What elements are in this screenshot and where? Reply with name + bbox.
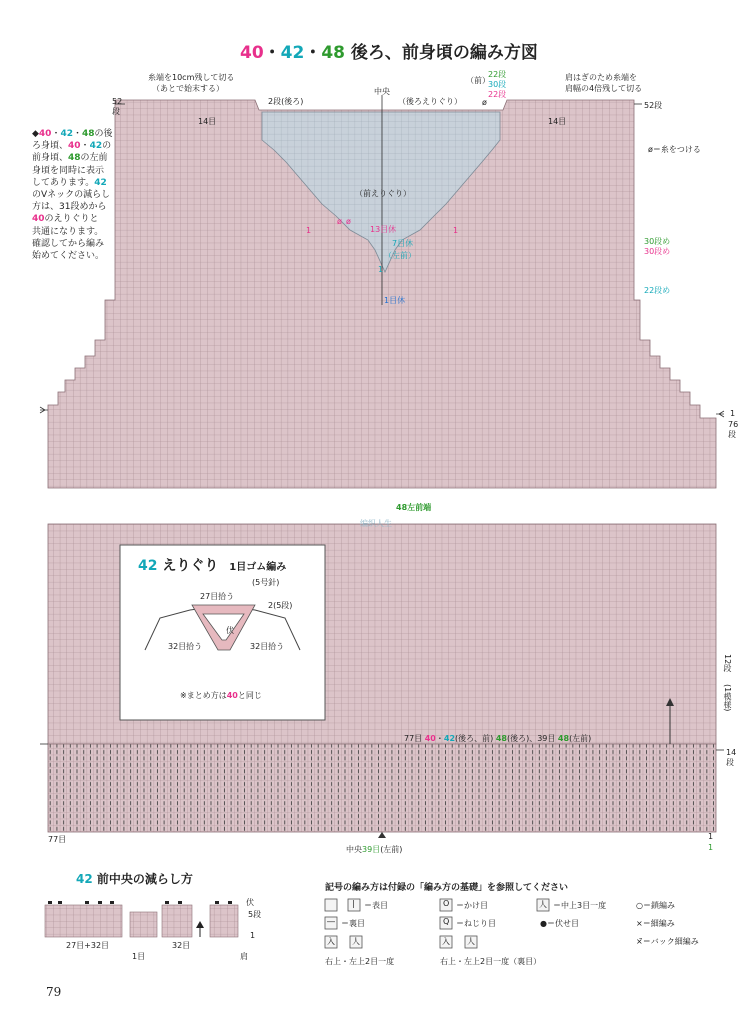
- k2tog-right-icon: 入: [327, 937, 335, 946]
- st77-text: 77目: [404, 734, 425, 743]
- decrease-st-left: 27目+32目: [66, 941, 110, 950]
- st13-rest: 13目休: [370, 225, 397, 234]
- sc-icon: ×: [636, 919, 643, 928]
- inset-pick27: 27目拾う: [200, 592, 235, 601]
- rows-14-unit: 段: [726, 758, 734, 767]
- note-text: 前身頃、: [32, 153, 69, 164]
- left-note: [32, 128, 113, 262]
- note-text: のえりぐりと: [44, 214, 99, 225]
- title-num-48: 48: [321, 43, 346, 63]
- neck-one: 1: [306, 226, 312, 235]
- decrease-rows5: 5段: [248, 910, 262, 919]
- rib-note: (1模様): [723, 684, 732, 712]
- bottom-center-b: 39目: [362, 845, 381, 854]
- legend-k2tog-purl: 右上・左上2目一度（裏目）: [440, 957, 542, 966]
- shoulder-note-2: 肩幅の4倍残して切る: [565, 84, 643, 93]
- inset-pick32b: 32目拾う: [250, 642, 285, 651]
- note-dot: ・: [73, 129, 83, 139]
- decrease-chart-right: [210, 905, 238, 937]
- yarn-note-1: 糸端を10cm残して切る: [148, 73, 235, 82]
- front-neck-label: （前えりぐり）: [355, 189, 411, 198]
- note-dot: ・: [80, 141, 90, 152]
- center-label: 中央: [374, 87, 390, 96]
- legend-knit: ＝表目: [364, 901, 388, 910]
- st77-line: [404, 733, 591, 744]
- chain-icon: ○: [636, 901, 643, 910]
- bottom-left-77: 77目: [48, 835, 67, 844]
- rows-30m: 30段め: [644, 237, 671, 246]
- bind-off-icon: ●: [540, 919, 547, 928]
- left-front-label: （左前）: [384, 251, 416, 260]
- note-text: の左前: [80, 153, 108, 164]
- note-text: の: [102, 141, 112, 152]
- legend-k2tog: 右上・左上2目一度: [325, 957, 395, 966]
- legend-yo: ＝かけ目: [456, 901, 488, 910]
- note-42: 42: [89, 141, 103, 152]
- front-label: （前）: [466, 76, 490, 85]
- inset-title: [138, 555, 286, 575]
- left-front-end-label: [396, 502, 431, 513]
- st77-dot: ・: [435, 734, 444, 743]
- inset-note-40: 40: [226, 691, 238, 700]
- yo-icon: O: [443, 899, 450, 908]
- title-num-42: 42: [280, 43, 305, 63]
- decrease-chart-left: [45, 905, 122, 937]
- k2tog-purl-left-icon: 人: [467, 937, 475, 946]
- legend-sc: [636, 918, 675, 929]
- inset-title-text: えりぐり: [157, 558, 219, 574]
- note-48: 48: [68, 153, 81, 164]
- note-bullet: ◆: [32, 129, 39, 139]
- legend-rev-sc-text: ＝バック細編み: [642, 937, 699, 946]
- legend-intro: [325, 880, 568, 893]
- neck-phi-a: ø: [337, 217, 342, 226]
- k2tog-purl-right-icon: 入: [442, 937, 450, 946]
- note-48: 48: [82, 129, 95, 139]
- note-text: 身頃を同時に表示: [32, 165, 105, 176]
- st77-42: 42: [443, 734, 456, 743]
- note-text: 確認してから編み: [32, 238, 105, 249]
- note-text: 共通になります。: [32, 226, 104, 237]
- note-text: 始めてください。: [32, 251, 105, 262]
- legend-purl: ＝裏目: [341, 919, 365, 928]
- mid-label: 48左前端: [396, 503, 432, 512]
- title-dot: ・: [304, 43, 322, 63]
- note-text: 方は、31段めから: [32, 202, 107, 213]
- note-text: ろ身頃、: [32, 141, 69, 152]
- note-42: 42: [94, 177, 107, 188]
- legend-chain: [636, 900, 675, 911]
- decrease-bind: 伏: [246, 898, 254, 907]
- row-76-unit: 段: [728, 430, 736, 439]
- note-42: 42: [60, 129, 73, 139]
- k2tog-left-icon: 人: [352, 937, 360, 946]
- inset-subtitle: 1目ゴム編み: [229, 562, 287, 573]
- legend-twist: ＝ねじり目: [456, 919, 496, 928]
- rows-22-label: 22段: [488, 70, 507, 79]
- row-52-unit: 段: [112, 107, 120, 116]
- note-dot: ・: [51, 129, 61, 139]
- inset-note-c: と同じ: [237, 691, 262, 700]
- decrease-title: [76, 870, 193, 887]
- st77-40: 40: [424, 734, 436, 743]
- note-40: 40: [68, 141, 81, 152]
- row-52-num: 52: [112, 97, 123, 106]
- legend-bindoff-text: ＝伏せ目: [546, 919, 579, 928]
- note-text: の後: [94, 129, 113, 139]
- inset-pick32a: 32目拾う: [168, 642, 203, 651]
- row-52-left: [112, 97, 122, 117]
- legend-intro-b: 編み方の基礎: [424, 883, 479, 893]
- note-text: してあります。: [32, 177, 95, 188]
- ribbing: [48, 744, 716, 832]
- knit-icon: |: [352, 899, 355, 908]
- title-text: 後ろ、前身頃の編み方図: [345, 43, 538, 63]
- st77-text: (左前): [569, 734, 592, 743]
- title-dot: ・: [263, 43, 281, 63]
- rows-22b-label: 22段: [488, 90, 507, 99]
- purl-icon: ―: [327, 917, 335, 926]
- decrease-title-text: 前中央の減らし方: [92, 872, 193, 886]
- two-rows-back: 2段(後ろ): [268, 97, 304, 106]
- back-neck-label: （後ろえりぐり）: [398, 97, 462, 106]
- neck-num-1: 1: [378, 265, 384, 274]
- page-title: [240, 38, 538, 63]
- st14-left: 14目: [198, 117, 217, 126]
- legend-intro-a: 記号の編み方は付録の「: [325, 883, 425, 893]
- st77-48: 48: [557, 734, 570, 743]
- neck-one-b: 1: [453, 226, 459, 235]
- rows-14: [726, 748, 736, 768]
- st77-48: 48: [495, 734, 507, 743]
- decrease-one-st: 1目: [132, 952, 146, 961]
- rib-rows: 12段: [723, 654, 732, 673]
- yarn-note-2: （あとで始末する）: [152, 84, 224, 93]
- right-row-1: 1: [730, 409, 736, 418]
- right-row-76: [728, 420, 738, 440]
- row-52-right: 52段: [644, 101, 663, 110]
- decrease-st-right: 32目: [172, 941, 191, 950]
- title-num-40: 40: [240, 43, 264, 63]
- watermark: 编织人生: [360, 519, 392, 528]
- cdd-icon: 人: [539, 900, 547, 909]
- neck-phi-b: ø: [346, 217, 351, 226]
- rows-30-label: 30段: [488, 80, 507, 89]
- rows-22m: 22段め: [644, 286, 671, 295]
- legend-bindoff: [540, 918, 579, 929]
- phi-mark: ø: [482, 98, 487, 107]
- bottom-center-a: 中央: [346, 845, 362, 854]
- inset-num: 42: [138, 558, 158, 574]
- bottom-right-1: 1: [708, 832, 714, 841]
- st14-right: 14目: [548, 117, 567, 126]
- inset-rest: 伏: [226, 626, 234, 635]
- bottom-center-c: (左前): [380, 845, 403, 854]
- decrease-shoulder: 肩: [240, 952, 248, 961]
- legend-intro-c: 」を参照してください: [478, 883, 569, 893]
- st1-rest: 1目休: [384, 296, 406, 305]
- decrease-chart-mid2: [162, 905, 192, 937]
- note-40: 40: [32, 214, 45, 225]
- inset-note: [180, 690, 262, 701]
- shoulder-note-1: 肩はぎのため糸端を: [565, 73, 637, 82]
- st77-text: (後ろ)、39目: [506, 734, 558, 743]
- bottom-center: [346, 844, 402, 855]
- st7-rest: 7目休: [392, 239, 414, 248]
- inset-needle: (5号針): [252, 578, 280, 587]
- decrease-arrow1: 1: [250, 931, 256, 940]
- bottom-right-1b: 1: [708, 843, 714, 852]
- decrease-num: 42: [76, 872, 93, 886]
- st77-text: (後ろ、前): [455, 734, 496, 743]
- inset-note-a: ※まとめ方は: [180, 691, 227, 700]
- decrease-chart-mid: [130, 912, 157, 937]
- legend-rev-sc: [636, 936, 699, 947]
- reverse-sc-icon: ×̃: [636, 937, 643, 946]
- legend-sc-text: ＝細編み: [642, 919, 675, 928]
- legend-cdd: ＝中上3目一度: [553, 901, 607, 910]
- rows-30m-b: 30段め: [644, 247, 671, 256]
- note-text: のVネックの減らし: [32, 190, 111, 201]
- legend-chain-text: ＝鎖編み: [642, 901, 675, 910]
- twist-icon: Q: [443, 917, 450, 926]
- row-76-num: 76: [728, 420, 739, 429]
- note-40: 40: [38, 129, 52, 139]
- page-number: 79: [46, 985, 62, 999]
- phi-note: ø＝糸をつける: [648, 145, 701, 154]
- inset-rows2: 2(5段): [268, 601, 293, 610]
- rows-14-num: 14: [726, 748, 737, 757]
